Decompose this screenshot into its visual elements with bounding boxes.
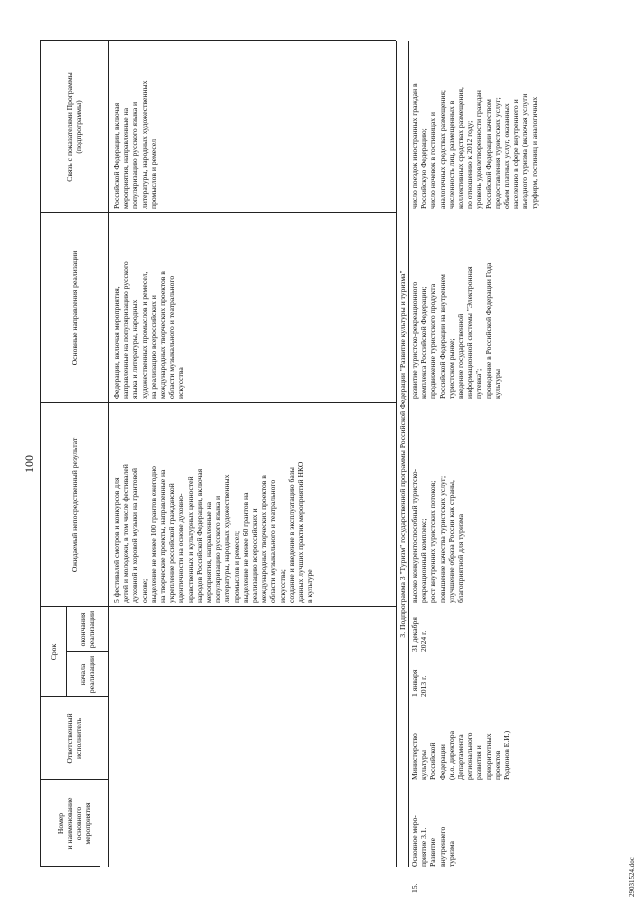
subprogram-title: 3. Подпрограмма 3 "Туризм" государственной программы Российской Федерации "Развитие культуры и туризма"	[398, 270, 407, 638]
row15-number: 15.	[410, 883, 419, 893]
row15-result: высоко конкурентоспособный туристско- рекреационный комплекс; рост внутренних туристских потоков; повышение качества туристских услуг; улучшение образа России как страны, благоприятной для туризма	[410, 468, 466, 603]
footer-filename: 29031524.doc	[628, 857, 636, 897]
row15-name: Основное меро- приятие 3.1. Развитие внутреннего туризма	[410, 815, 456, 867]
header-end: окончания реализации	[78, 610, 96, 649]
row15-link: число поездок иностранных граждан в Российскую Федерацию; число ночевок в гостиницах и аналогичных средствах размещения; численность лиц, размещенных в коллективных средствах размещения, по отношению к 2012 году; уровень удовлетворенности граждан Российской Федерации качеством предоставления туристских услуг; объем платных услуг, оказанных населению в сфере внутреннего и въездного туризма (включая услуги турфирм, гостиниц и аналогичных	[410, 83, 539, 209]
row15-start: 1 января 2013 г.	[410, 669, 429, 697]
continued-result-text: 5 фестивалей смотров и конкурсов для детей и молодежи, в том числе фестивалей духовной и хоровой музыки на грантовой основе; выделение не менее 100 грантов ежегодно на творческие проекты, направленные на укрепление российской гражданской идентичности на основе духовно- нравственных и культурных ценностей народов Российской Федерации, включая мероприятия, направленные на популяризацию русского языка и литературы, народных художественных промыслов и ремесел; выделение не менее 60 грантов на реализацию всероссийских и международных творческих проектов в области музыкального и театрального искусства; создание и введение в эксплуатацию базы данных лучших практик мероприятий НКО в культуре	[112, 461, 315, 603]
row15-executor: Министерство культуры Российской Федерации (и.о. директора Департамента регионального развития и приоритетных проектов Родионов Е.И.)	[410, 730, 512, 780]
header-bottom-border	[108, 41, 109, 867]
row15-end: 31 декабря 2024 г.	[410, 617, 429, 652]
continued-directions-text: Федерации, включая мероприятия, направленные на популяризацию русского языка и литературы, народных художественных промыслов и ремесел, на реализацию всероссийских и международных творческих проектов в области музыкального и театрального искусства	[112, 261, 186, 399]
header-directions: Основные направления реализации	[69, 250, 79, 366]
header-result: Ожидаемый непосредственный результат	[69, 437, 79, 573]
header-term: Срок	[48, 643, 58, 661]
row15-directions: развитие туристско-рекреационного комплекса Российской Федерации; продвижение туристского продукта Российской Федерации на внутреннем туристском рынке; введение государственной информационной системы "Электронная путевка"; проведение в Российской Федерации Года культуры	[410, 262, 502, 399]
header-executor: Ответственный исполнитель	[65, 713, 83, 764]
header-number-name: Номер и наименование основного мероприятия	[56, 797, 92, 850]
continued-link-text: Российской Федерации, включая мероприятия, направленные на популяризацию русского языка и литературы, народных художественных промыслов и ремесел	[112, 80, 158, 209]
header-link: Связь с показателями Программы (подпрограммы)	[65, 72, 83, 182]
header-start: начала реализации	[78, 655, 96, 694]
page-number: 100	[22, 455, 36, 473]
continued-row-bottom-border	[396, 41, 397, 867]
subprogram-title-bottom-border	[408, 41, 409, 867]
